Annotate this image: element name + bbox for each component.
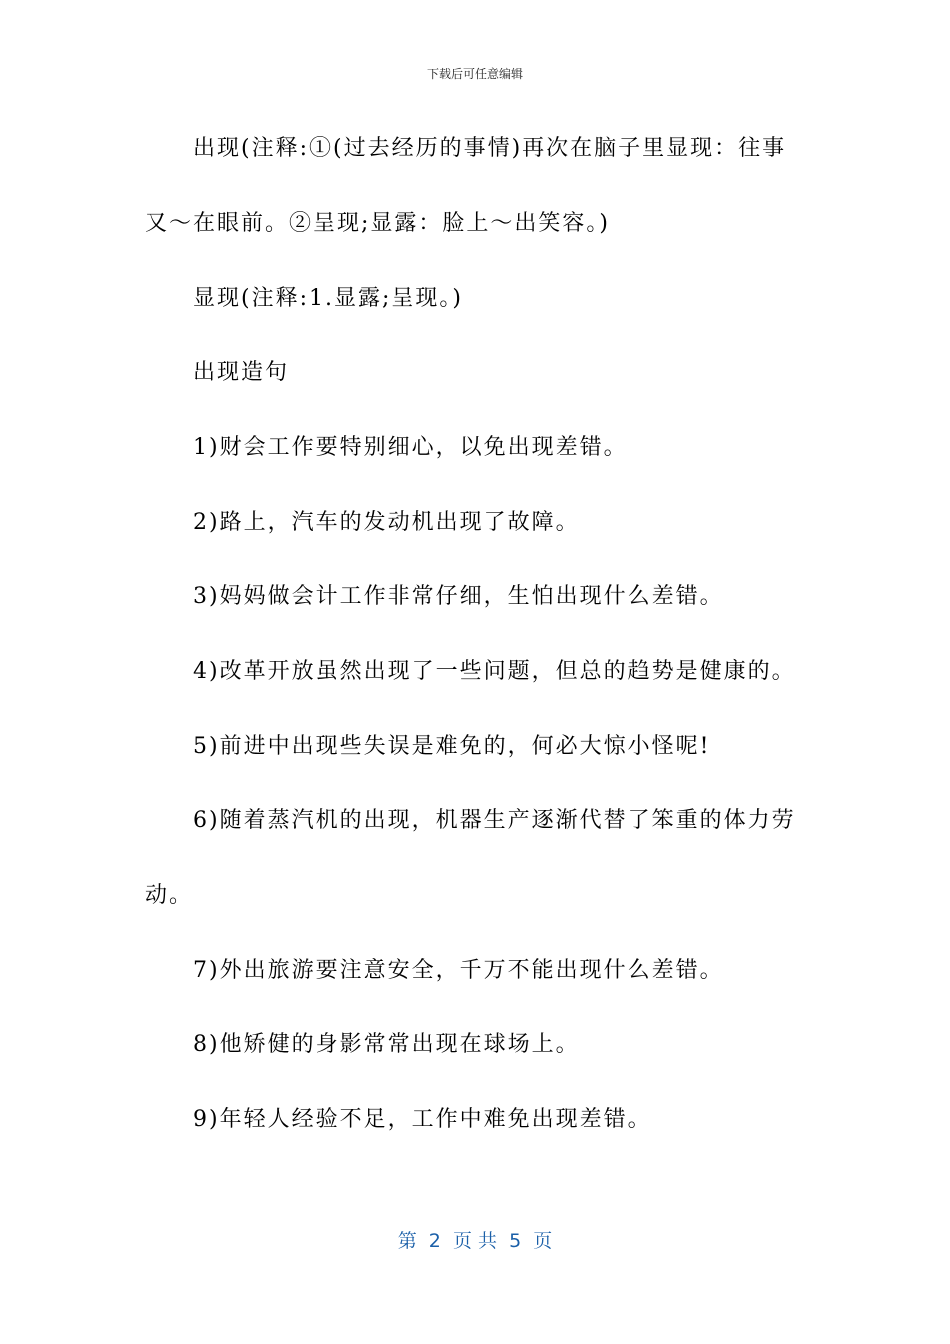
sentence-8: 8)他矫健的身影常常出现在球场上。: [193, 1032, 580, 1057]
sentence-2: 2)路上，汽车的发动机出现了故障。: [193, 510, 580, 535]
sentence-1: 1)财会工作要特别细心，以免出现差错。: [193, 435, 628, 460]
sentence-7: 7)外出旅游要注意安全，千万不能出现什么差错。: [193, 958, 724, 983]
sentence-9: 9)年轻人经验不足，工作中难免出现差错。: [193, 1107, 652, 1132]
sentence-5: 5)前进中出现些失误是难免的，何必大惊小怪呢!: [193, 734, 711, 759]
sentence-4: 4)改革开放虽然出现了一些问题，但总的趋势是健康的。: [193, 659, 796, 684]
sentence-3: 3)妈妈做会计工作非常仔细，生怕出现什么差错。: [193, 584, 724, 609]
sentence-6-line-1: 6)随着蒸汽机的出现，机器生产逐渐代替了笨重的体力劳: [193, 808, 796, 833]
sentence-6-line-2: 动。: [145, 883, 194, 908]
section-heading: 出现造句: [193, 360, 290, 385]
page-number-footer: 第 2 页 共 5 页: [397, 1230, 553, 1252]
paragraph-1-line-2: 又～在眼前。②呈现;显露：脸上～出笑容。): [145, 211, 610, 236]
page-header: 下载后可任意编辑: [426, 67, 523, 81]
paragraph-1-line-1: 出现(注释:①(过去经历的事情)再次在脑子里显现：往事: [193, 136, 787, 161]
paragraph-2: 显现(注释:1.显露;呈现。): [193, 286, 463, 311]
